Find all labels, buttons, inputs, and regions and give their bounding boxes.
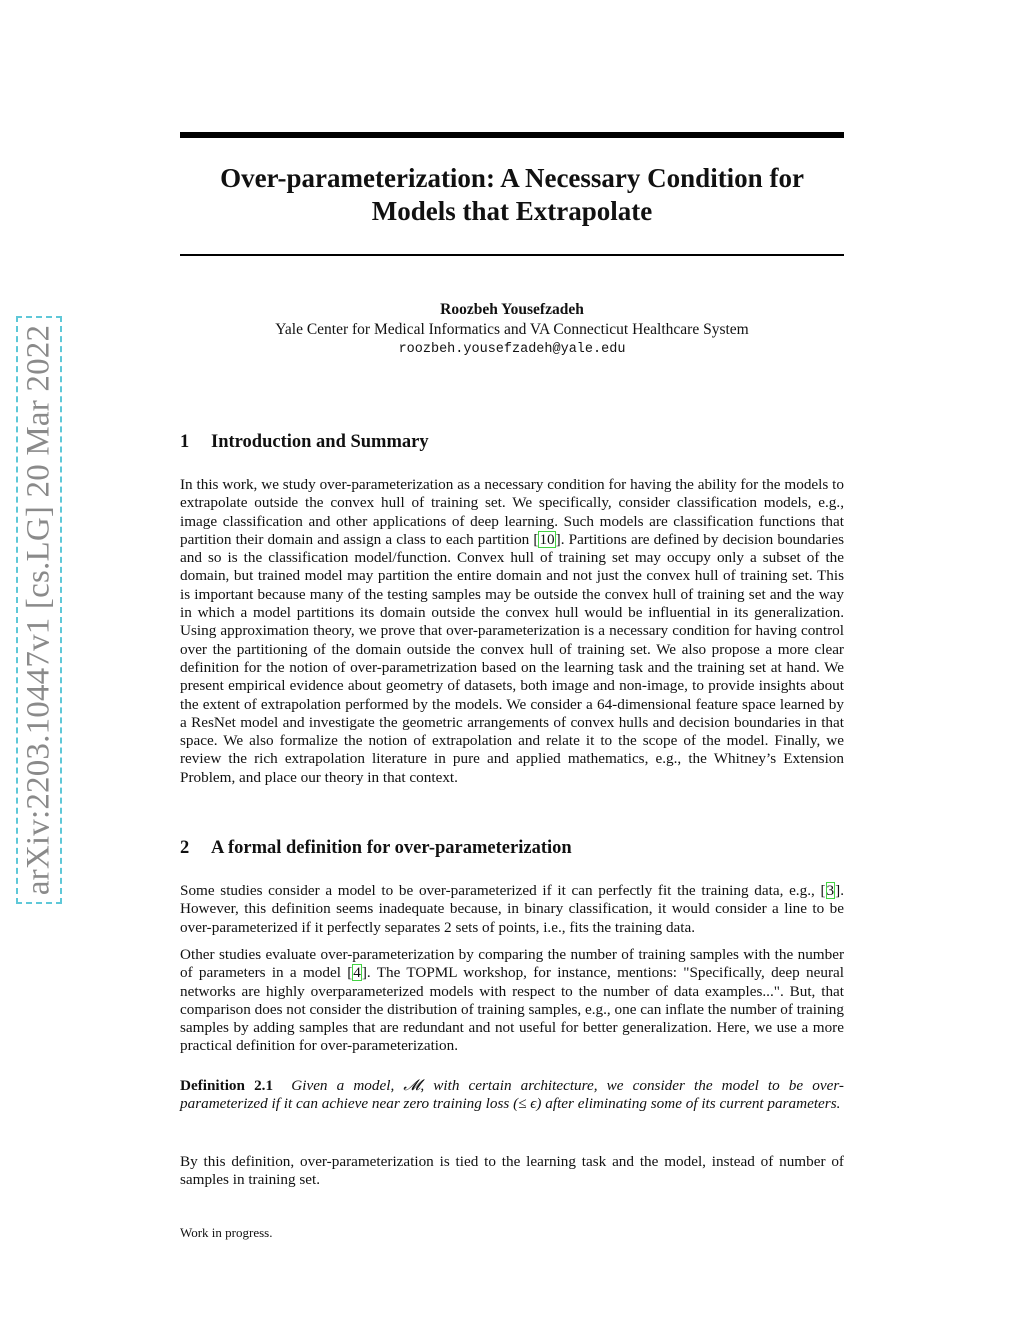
- definition-label: Definition 2.1: [180, 1077, 274, 1094]
- author-name: Roozbeh Yousefzadeh: [440, 301, 584, 318]
- paragraph-text: ]. However, this definition seems inadequate because, in binary classification, it would consider a line to be over-parameterized if it perfectly separates 2 sets of points, i.e., fits the training data.: [180, 882, 844, 936]
- author-block: [180, 300, 844, 360]
- definition-model-symbol: 𝓜: [403, 1077, 421, 1094]
- title-rule-bottom: [180, 254, 844, 256]
- section-number: 2: [180, 838, 190, 858]
- citation-link[interactable]: 3: [826, 882, 835, 899]
- paragraph-text: Other studies evaluate over-parameterization by comparing the number of training samples with the number of parameters in a model [: [180, 946, 844, 982]
- section2-paragraph-2: [180, 946, 844, 1056]
- paragraph-text: ]. The TOPML workshop, for instance, mentions: "Specifically, deep neural networks are highly overparameterized models with respect to the number of data examples...". But, that comparison does not consider the distribution of training samples, e.g., one can inflate the number of training samples by adding samples that are redundant and not useful for better generalization. Here, we use a more practical definition for over-parameterization.: [180, 964, 844, 1055]
- paragraph-text: In this work, we study over-parameterization as a necessary condition for having the ability for the models to extrapolate outside the convex hull of training set. We specifically, consider classification models, e.g., image classification and other applications of deep learning. Such models are classification functions that partition their domain and assign a class to each partition [: [180, 476, 844, 548]
- footnote: Work in progress.: [180, 1225, 273, 1240]
- paragraph-text: Some studies consider a model to be over-parameterized if it can perfectly fit the training data, e.g., [: [180, 882, 826, 899]
- section2-paragraph-1: [180, 882, 844, 937]
- intro-paragraph: [180, 476, 844, 787]
- paper-title: Over-parameterization: A Necessary Condition for Models that Extrapolate: [220, 163, 804, 226]
- author-affiliation: Yale Center for Medical Informatics and VA Connecticut Healthcare System: [275, 321, 749, 338]
- section-heading-2: [180, 836, 844, 860]
- section-heading-1: [180, 430, 844, 454]
- author-email[interactable]: roozbeh.yousefzadeh@yale.edu: [398, 342, 626, 357]
- arxiv-identifier: arXiv:2203.10447v1 [cs.LG] 20 Mar 2022: [20, 324, 57, 896]
- paragraph-text: ]. Partitions are defined by decision boundaries and so is the classification model/function. Convex hull of training set may occupy only a subset of the domain, but trained model may partition the entire domain and not just the convex hull of training set. This is important because many of the testing samples may be outside the convex hull of training set and the way in which a model partitions its domain outside the convex hull would be influential in its generalization. Using approximation theory, we prove that over-parameterization is a necessary condition for having control over the partitioning of the domain outside the convex hull of training set. We also propose a more clear definition for the notion of over-parametrization based on the learning task and the training set at hand. We present empirical evidence about geometry of datasets, both image and non-image, to provide insights about the extent of extrapolation performed by the models. We consider a 64-dimensional feature space learned by a ResNet model and investigate the geometric arrangements of convex hulls and decision boundaries in that space. We also formalize the notion of extrapolation and relate it to the scope of the model. Finally, we review the rich extrapolation literature in pure and applied mathematics, e.g., the Whitney’s Extension Problem, and place our theory in that context.: [180, 530, 845, 786]
- definition-block: [180, 1077, 844, 1114]
- citation-link[interactable]: 4: [353, 964, 361, 982]
- definition-text: , with certain architecture, we consider the model to be over-parameterized if it can achieve near zero training loss (≤ ϵ) after eliminating some of its current parameters.: [180, 1077, 844, 1113]
- section-number: 1: [180, 432, 190, 452]
- citation-link[interactable]: 10: [539, 530, 555, 548]
- section-title: Introduction and Summary: [211, 432, 429, 452]
- section-title: A formal definition for over-parameterization: [211, 838, 572, 858]
- arxiv-identifier-stamp: [16, 316, 62, 904]
- section2-paragraph-3: By this definition, over-parameterization is tied to the learning task and the model, instead of number of samples in training set.: [180, 1153, 844, 1189]
- definition-text: Given a model,: [291, 1077, 404, 1094]
- title-rule-top: [180, 132, 844, 138]
